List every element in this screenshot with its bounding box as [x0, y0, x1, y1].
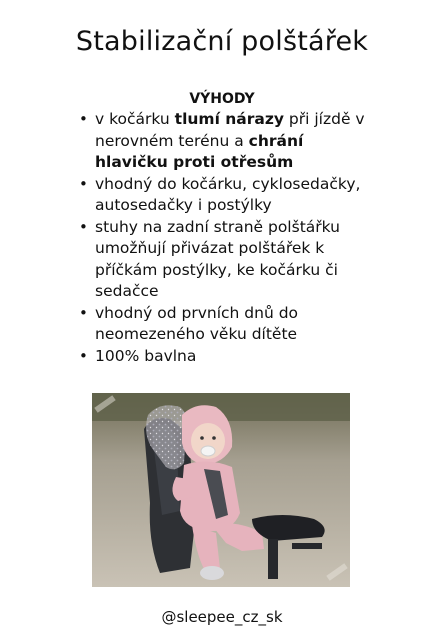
child-on-bike-seat-illustration: [92, 393, 350, 587]
benefit-item: [78, 109, 378, 174]
benefit-text: při jízdě v nerovném terénu a: [95, 110, 365, 150]
benefit-highlight: tlumí nárazy: [174, 110, 284, 128]
benefit-text: 100% bavlna: [95, 346, 197, 365]
page-title: Stabilizační polštářek: [75, 26, 369, 57]
benefit-text: stuhy na zadní straně polštářku umožňují přivázat polštářek k příčkám postýlky, ke kočárku či sedačce: [95, 217, 340, 300]
benefit-item: [78, 346, 378, 368]
benefit-item: [78, 217, 378, 303]
benefit-text: v kočárku: [95, 110, 175, 128]
social-handle: @sleepee_cz_sk: [161, 608, 283, 626]
benefit-item: [78, 174, 378, 217]
benefits-heading: VÝHODY: [189, 91, 255, 107]
benefit-item: [78, 303, 378, 346]
benefits-list: [78, 109, 378, 367]
product-photo: [92, 393, 350, 587]
benefit-highlight: chrání hlavičku proti otřesům: [95, 131, 304, 171]
benefit-text: vhodný od prvních dnů do neomezeného věku dítěte: [95, 303, 299, 343]
benefit-text: vhodný do kočárku, cyklosedačky, autosedačky i postýlky: [95, 174, 361, 214]
